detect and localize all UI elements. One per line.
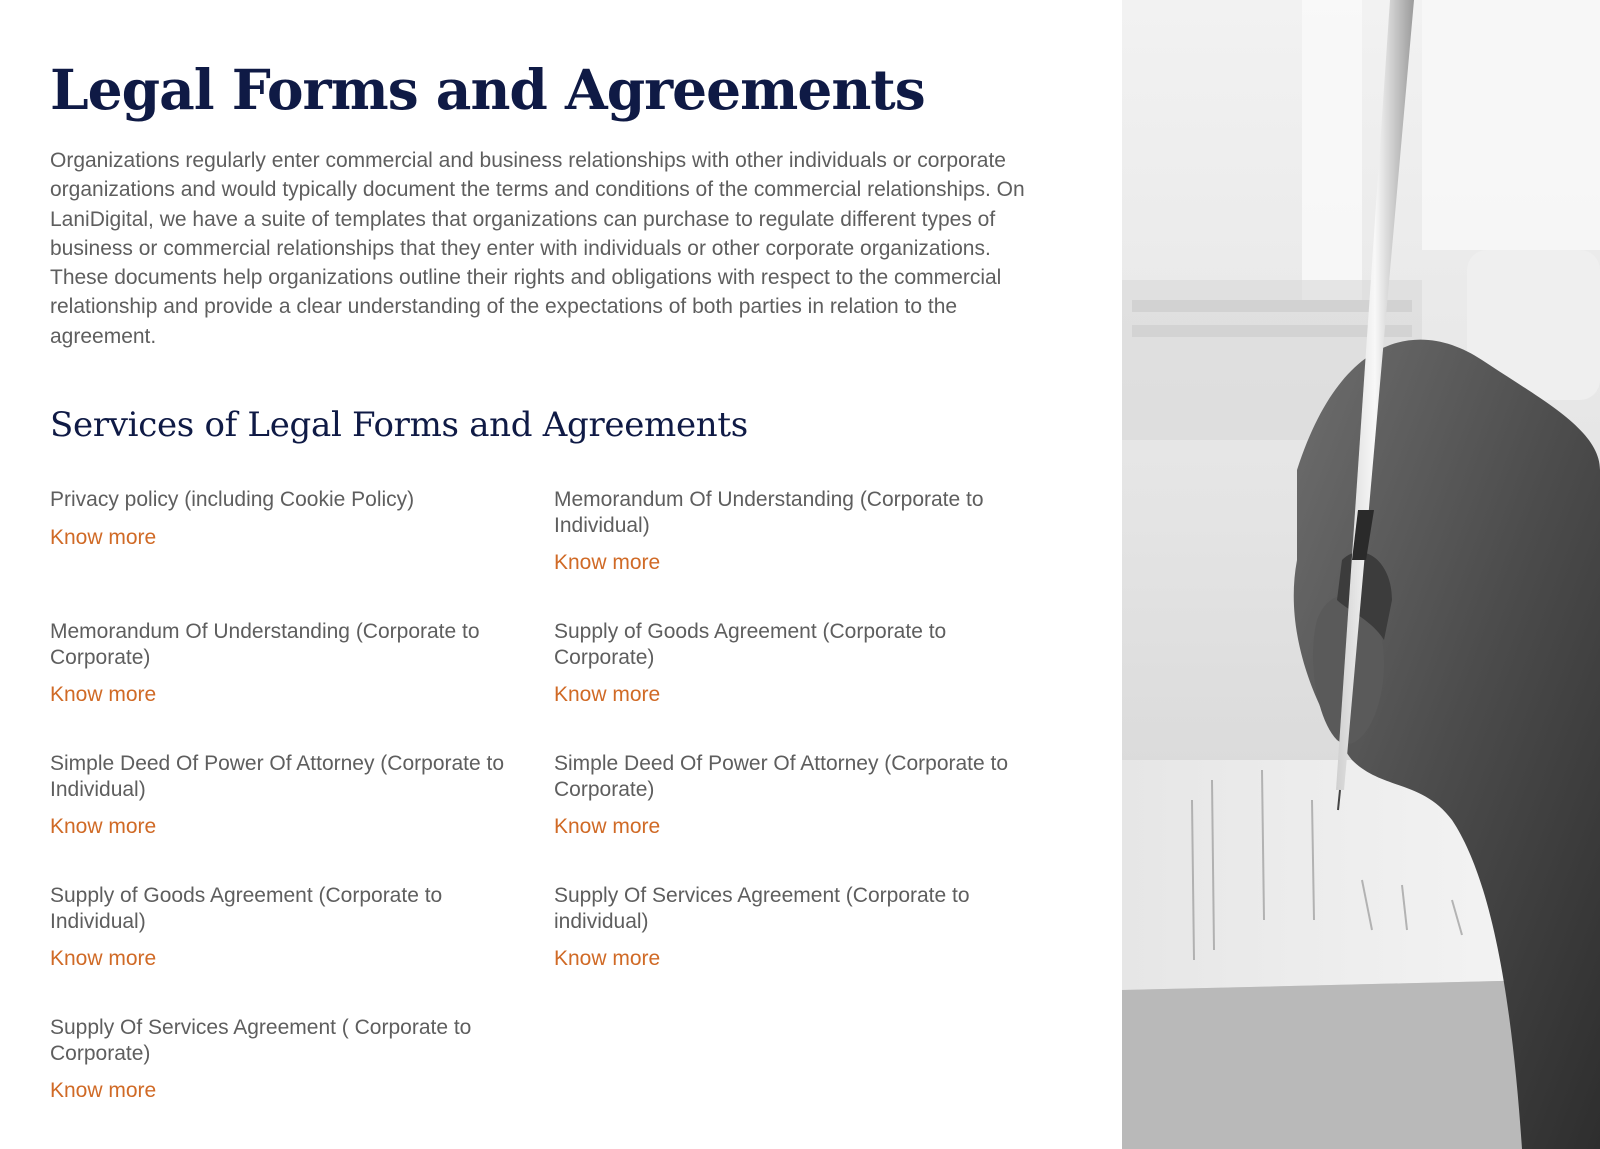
service-name: Privacy policy (including Cookie Policy) [50,488,415,512]
service-name: Simple Deed Of Power Of Attorney (Corporate to Individual) [50,752,505,801]
service-item [50,619,554,751]
page-title: Legal Forms and Agreements [50,57,925,122]
service-item [50,751,554,883]
know-more-link[interactable]: Know more [554,551,661,575]
services-grid [50,487,1060,1147]
service-name: Supply Of Services Agreement (Corporate to individual) [554,884,970,933]
service-name: Simple Deed Of Power Of Attorney (Corporate to Corporate) [554,752,1009,801]
know-more-link[interactable]: Know more [554,815,661,839]
service-name: Supply Of Services Agreement ( Corporate to Corporate) [50,1016,472,1065]
service-item [50,883,554,1015]
service-item [554,487,1058,619]
service-name: Memorandum Of Understanding (Corporate to Individual) [554,488,984,537]
know-more-link[interactable]: Know more [554,683,661,707]
know-more-link[interactable]: Know more [50,947,157,971]
know-more-link[interactable]: Know more [50,683,157,707]
service-name: Supply of Goods Agreement (Corporate to Corporate) [554,620,947,669]
main-content [50,0,1060,1147]
service-item [554,883,1058,1015]
photo-illustration [1122,0,1600,1149]
know-more-link[interactable]: Know more [50,525,157,549]
service-item [554,619,1058,751]
services-heading: Services of Legal Forms and Agreements [50,405,748,446]
know-more-link[interactable]: Know more [50,815,157,839]
service-name: Memorandum Of Understanding (Corporate to Corporate) [50,620,480,669]
know-more-link[interactable]: Know more [554,947,661,971]
service-item [50,1015,554,1147]
service-item [554,751,1058,883]
intro-paragraph: Organizations regularly enter commercial and business relationships with other individuals or corporate organizations and would typically document the terms and conditions of the commercial relationships. On LaniDigital, we have a suite of templates that organizations can purchase to regulate different types of business or commercial relationships that they enter with individuals or other corporate organizations. These documents help organizations outline their rights and obligations with respect to the commercial relationship and provide a clear understanding of the expectations of both parties in relation to the agreement. [50,149,1025,348]
know-more-link[interactable]: Know more [50,1079,157,1103]
hand-signing-document-photo [1122,0,1600,1149]
service-item [50,487,554,619]
service-name: Supply of Goods Agreement (Corporate to Individual) [50,884,443,933]
